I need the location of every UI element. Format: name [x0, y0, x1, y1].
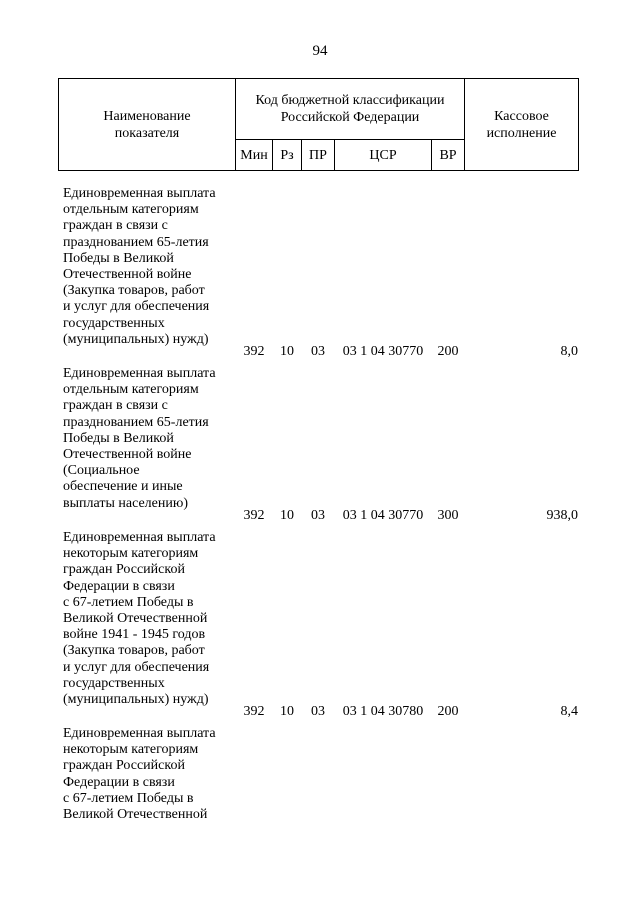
row-amount: 8,4	[560, 704, 578, 719]
page-number: 94	[312, 43, 328, 59]
header-csr: ЦСР	[335, 140, 432, 171]
row-pr: 03	[311, 704, 325, 719]
row-csr: 03 1 04 30770	[342, 344, 424, 359]
header-name-label: Наименование показателя	[103, 108, 191, 141]
table-header	[58, 78, 579, 171]
row-rz: 10	[280, 344, 294, 359]
row-rz: 10	[280, 704, 294, 719]
row-pr: 03	[311, 344, 325, 359]
row-amount: 8,0	[560, 344, 578, 359]
header-vr: ВР	[432, 140, 465, 171]
header-name-column	[59, 79, 236, 171]
header-code-group	[236, 79, 465, 140]
row-csr: 03 1 04 30780	[342, 704, 424, 719]
row-rz: 10	[280, 508, 294, 523]
header-execution-column	[465, 79, 579, 171]
header-pr: ПР	[302, 140, 335, 171]
row-csr: 03 1 04 30770	[342, 508, 424, 523]
row-description: Единовременная выплата отдельным категориям граждан в связи с празднованием 65-летия Победы в Великой Отечественной войне (Закупка товаров, работ и услуг для обеспечения государственных (муниципальных) нужд)	[63, 186, 216, 347]
row-description: Единовременная выплата некоторым категориям граждан Российской Федерации в связи с 67-летием Победы в Великой Отечественной	[63, 726, 216, 823]
row-min: 392	[243, 344, 265, 359]
row-vr: 300	[437, 508, 459, 523]
row-amount: 938,0	[546, 508, 578, 523]
row-description: Единовременная выплата некоторым категориям граждан Российской Федерации в связи с 67-летием Победы в Великой Отечественной войне 1941 - 1945 годов (Закупка товаров, работ и услуг для обеспечения государственных (муниципальных) нужд)	[63, 530, 216, 708]
row-description: Единовременная выплата отдельным категориям граждан в связи с празднованием 65-летия Победы в Великой Отечественной войне (Социальное обеспечение и иные выплаты населению)	[63, 366, 216, 511]
row-vr: 200	[437, 344, 459, 359]
row-min: 392	[243, 508, 265, 523]
header-rz: Рз	[273, 140, 302, 171]
row-pr: 03	[311, 508, 325, 523]
header-execution-label: Кассовое исполнение	[486, 108, 557, 141]
row-min: 392	[243, 704, 265, 719]
header-min: Мин	[236, 140, 273, 171]
row-vr: 200	[437, 704, 459, 719]
header-code-group-label: Код бюджетной классификации Российской Федерации	[255, 93, 445, 125]
